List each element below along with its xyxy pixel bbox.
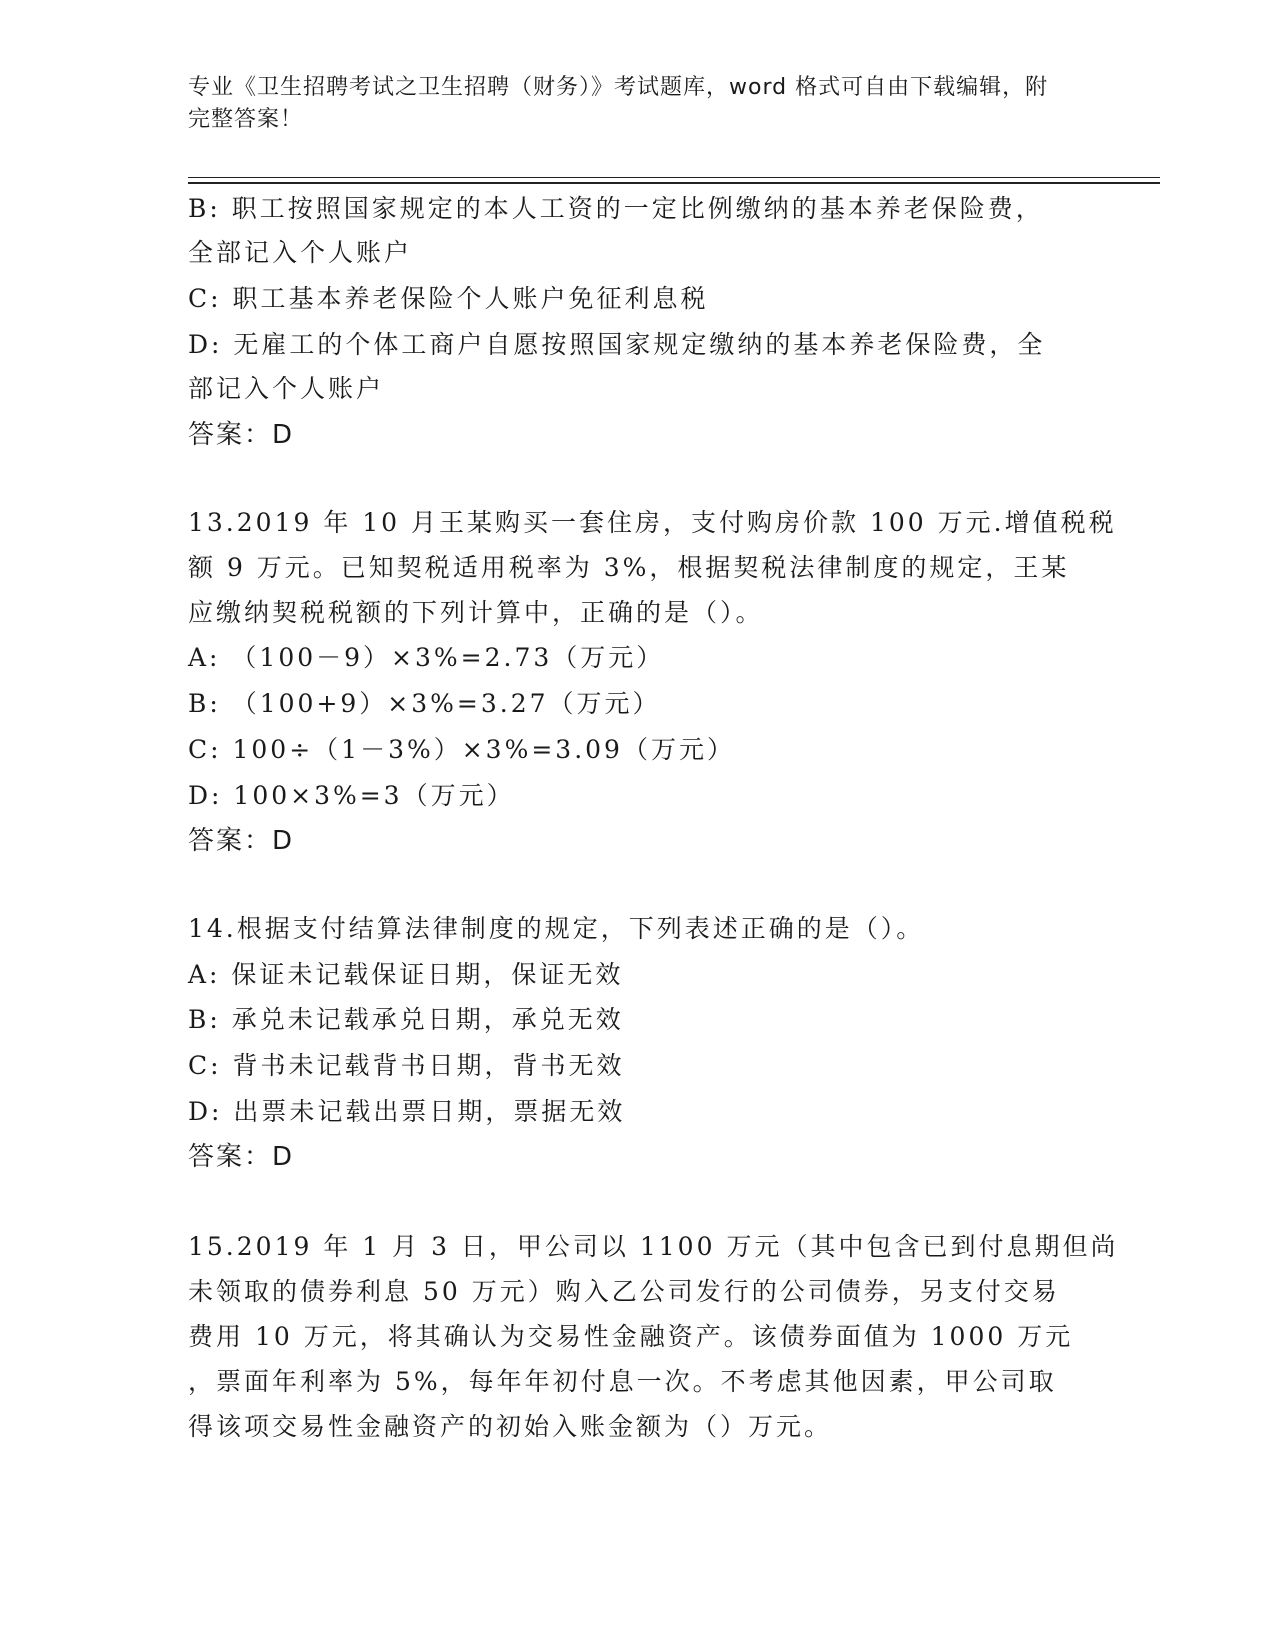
q14-option-b: B: 承兑未记载承兑日期，承兑无效 <box>188 1005 624 1034</box>
q15-stem-line-3: 费用 10 万元，将其确认为交易性金融资产。该债券面值为 1000 万元 <box>188 1322 1074 1351</box>
header-divider-thin <box>188 177 1160 178</box>
q14-answer: 答案：D <box>188 1142 295 1172</box>
q13-stem-line-2: 额 9 万元。已知契税适用税率为 3%，根据契税法律制度的规定，王某 <box>188 553 1070 582</box>
q12-option-c: C: 职工基本养老保险个人账户免征利息税 <box>188 284 709 313</box>
q13-stem-line-3: 应缴纳契税税额的下列计算中，正确的是（）。 <box>188 598 764 627</box>
q13-option-c: C: 100÷（1－3%）×3%=3.09（万元） <box>188 735 735 764</box>
q14-stem: 14.根据支付结算法律制度的规定，下列表述正确的是（）。 <box>188 914 925 943</box>
q12-option-b-line-2: 全部记入个人账户 <box>188 238 413 267</box>
q13-answer: 答案：D <box>188 826 295 856</box>
q13-option-d: D: 100×3%=3（万元） <box>188 781 515 810</box>
q14-option-d: D: 出票未记载出票日期，票据无效 <box>188 1097 626 1126</box>
q13-stem-line-1: 13.2019 年 10 月王某购买一套住房，支付购房价款 100 万元.增值税税 <box>188 508 1117 537</box>
header-divider-thick <box>188 182 1160 184</box>
q13-option-a: A: （100－9）×3%=2.73（万元） <box>188 643 665 672</box>
q14-option-c: C: 背书未记载背书日期，背书无效 <box>188 1051 625 1080</box>
q12-option-b-line-1: B: 职工按照国家规定的本人工资的一定比例缴纳的基本养老保险费， <box>188 194 1044 223</box>
q12-option-d-line-2: 部记入个人账户 <box>188 374 385 403</box>
q12-option-d-line-1: D: 无雇工的个体工商户自愿按照国家规定缴纳的基本养老保险费，全 <box>188 330 1046 359</box>
q15-stem-line-5: 得该项交易性金融资产的初始入账金额为（）万元。 <box>188 1412 833 1441</box>
q15-stem-line-2: 未领取的债券利息 50 万元）购入乙公司发行的公司债券，另支付交易 <box>188 1277 1060 1306</box>
document-header: 专业《卫生招聘考试之卫生招聘（财务）》考试题库，word 格式可自由下载编辑，附完整答案！ <box>188 75 1049 132</box>
q12-answer: 答案：D <box>188 420 295 450</box>
q15-stem-line-1: 15.2019 年 1 月 3 日，甲公司以 1100 万元（其中包含已到付息期但尚 <box>188 1232 1119 1261</box>
q13-option-b: B: （100+9）×3%=3.27（万元） <box>188 689 661 718</box>
q14-option-a: A: 保证未记载保证日期，保证无效 <box>188 960 624 989</box>
q15-stem-line-4: ，票面年利率为 5%，每年年初付息一次。不考虑其他因素，甲公司取 <box>188 1367 1057 1396</box>
